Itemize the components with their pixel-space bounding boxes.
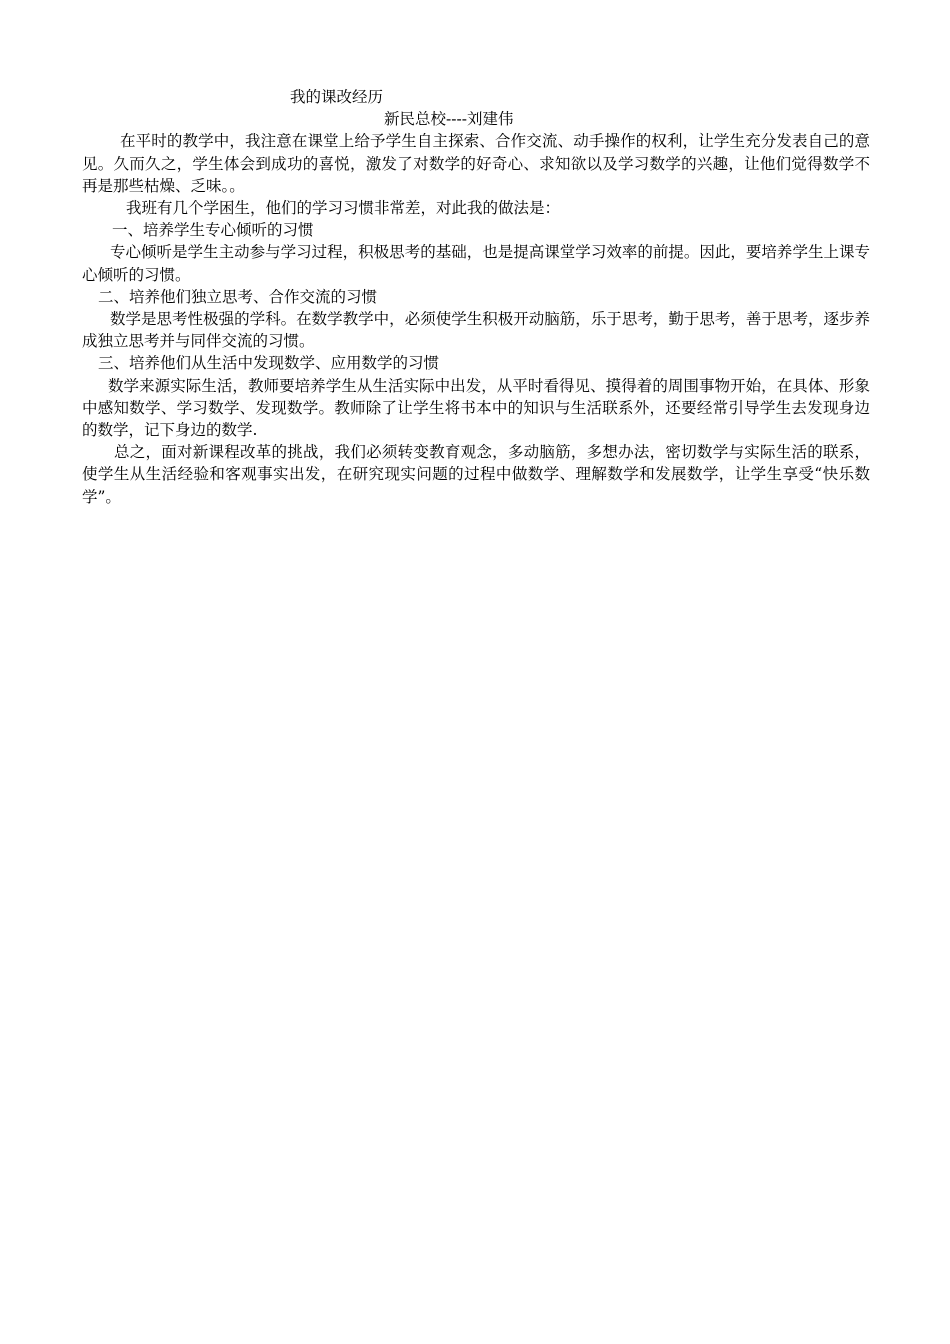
paragraph-section-1: 专心倾听是学生主动参与学习过程，积极思考的基础，也是提高课堂学习效率的前提。因此，要培养学生上课专心倾听的习惯。 [82, 243, 870, 284]
paragraph-section-2: 数学是思考性极强的学科。在数学教学中，必须使学生积极开动脑筋，乐于思考，勤于思考，善于思考，逐步养成独立思考并与同伴交流的习惯。 [82, 310, 870, 351]
paragraph-intro: 在平时的教学中，我注意在课堂上给予学生自主探索、合作交流、动手操作的权利，让学生充分发表自己的意见。久而久之，学生体会到成功的喜悦，激发了对数学的好奇心、求知欲以及学习数学的兴趣，让他们觉得数学不再是那些枯燥、乏味。。 [82, 132, 870, 195]
document-title: 我的课改经历 [290, 88, 384, 106]
document-author: 新民总校----刘建伟 [384, 110, 514, 129]
paragraph-lead: 我班有几个学困生，他们的学习习惯非常差，对此我的做法是： [126, 199, 561, 218]
paragraph-conclusion: 总之，面对新课程改革的挑战，我们必须转变教育观念，多动脑筋，多想办法，密切数学与实际生活的联系，使学生从生活经验和客观事实出发，在研究现实问题的过程中做数学、理解数学和发展数学，让学生享受“快乐数学”。 [82, 443, 870, 506]
section-heading-1: 一、培养学生专心倾听的习惯 [112, 221, 314, 240]
document-page [82, 86, 870, 508]
section-heading-2: 二、培养他们独立思考、合作交流的习惯 [98, 287, 378, 306]
section-heading-3: 三、培养他们从生活中发现数学、应用数学的习惯 [98, 354, 440, 373]
paragraph-section-3: 数学来源实际生活，教师要培养学生从生活实际中出发，从平时看得见、摸得着的周围事物开始，在具体、形象中感知数学、学习数学、发现数学。教师除了让学生将书本中的知识与生活联系外，还要经常引导学生去发现身边的数学，记下身边的数学. [82, 376, 870, 440]
